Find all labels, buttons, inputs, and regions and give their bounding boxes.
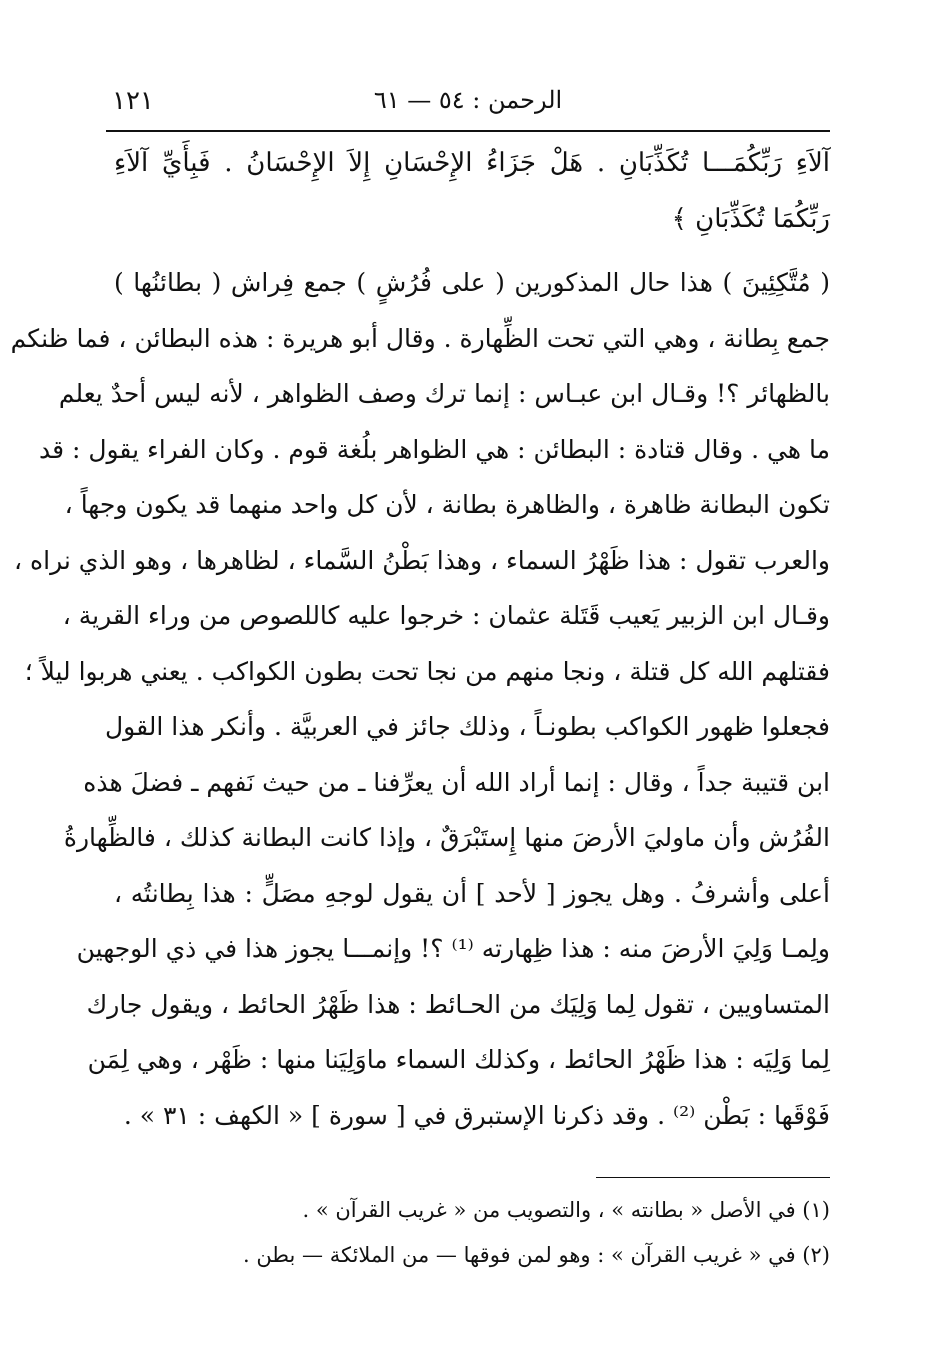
page-header xyxy=(112,86,824,126)
commentary-line: تكون البطانة ظاهرة ، والظاهرة بطانة ، لأن كل واحد منهما قد يكون وجهاً ، xyxy=(64,490,830,519)
commentary-line: جمع بِطانة ، وهي التي تحت الظِّهارة . وقال أبو هريرة : هذه البطائن ، فما ظنكم xyxy=(10,323,830,353)
commentary-line: فَوْقَها : بَطْن ⁽²⁾ . وقد ذكرنا الإستبرق في [ سورة ] « الكهف : ٣١ » . xyxy=(123,1100,830,1130)
footnote-1: (١) في الأصل « بطانته » ، والتصويب من « غريب القرآن » . xyxy=(302,1198,830,1222)
main-text xyxy=(10,136,830,1143)
commentary-line: لِما وَلِيَه : هذا ظَهْرُ الحائط ، وكذلك السماء ماوَلِيَنا منها : ظَهْر ، وهي لِمَن xyxy=(87,1045,830,1074)
footnote-rule xyxy=(596,1177,830,1178)
running-head: الرحمن : ٥٤ — ٦١ xyxy=(373,86,563,114)
commentary-line: المتساويين ، تقول لِما وَلِيَك من الحـائط : هذا ظَهْرُ الحائط ، ويقول جارك xyxy=(86,989,830,1019)
verse-line: آلاَءِ رَبِّكُمَـــا تُكَذِّبَانِ . هَلْ جَزَاءُ الإِحْسَانِ إِلاَ الإِحْسَانُ . فَبِأَيِّ آلاَءِ xyxy=(114,148,830,178)
commentary-line: ( مُتَّكِئِينَ ) هذا حال المذكورين ( على فُرُشٍ ) جمع فِراش ( بطائنُها ) xyxy=(114,268,830,297)
verse-line: رَبِّكُمَا تُكَذِّبَانِ ﴾ xyxy=(671,203,830,234)
commentary-line: ولِمـا وَلِيَ الأرضَ منه : هذا ظِهارته ⁽¹⁾ ؟! وإنمـــا يجوز هذا في ذي الوجهين xyxy=(76,934,830,963)
footnote-2: (٢) في « غريب القرآن » : وهو لمن فوقها — من الملائكة — بطن . xyxy=(242,1243,830,1267)
quran-verse-block xyxy=(114,136,830,247)
commentary-block xyxy=(10,255,830,1143)
header-rule xyxy=(106,130,830,132)
commentary-line: أعلى وأشرفُ . وهل يجوز [ لأحد ] أن يقول لوجهِ مصَلٍّ : هذا بِطانتُه ، xyxy=(114,878,830,908)
footnotes xyxy=(240,1188,830,1278)
commentary-line: الفُرُش وأن ماوليَ الأرضَ منها إِستَبْرَقٌ ، وإذا كانت البطانة كذلك ، فالظِّهارةُ xyxy=(63,823,830,852)
commentary-line: بالظهائر ؟! وقـال ابن عبـاس : إنما ترك وصف الظواهر ، لأنه ليس أحدٌ يعلم xyxy=(58,379,830,408)
commentary-line: وقـال ابن الزبير يَعيب قَتَلة عثمان : خرجوا عليه كاللصوص من وراء القرية ، xyxy=(62,601,830,630)
commentary-line: ابن قتيبة جداً ، وقال : إنما أراد الله أن يعرِّفنا ـ من حيث نَفهم ـ فضلَ هذه xyxy=(83,767,830,797)
commentary-line: ما هي . وقال قتادة : البطائن : هي الظواهر بلُغة قوم . وكان الفراء يقول : قد xyxy=(38,434,830,464)
page-number: ١٢١ xyxy=(112,86,154,116)
commentary-line: والعرب تقول : هذا ظَهْرُ السماء ، وهذا بَطْنُ السَّماء ، لظاهرها ، وهو الذي نراه ، xyxy=(14,545,830,575)
commentary-line: فقتلهم الله كل قتلة ، ونجا منهم من نجا تحت بطون الكواكب . يعني هربوا ليلاً ؛ xyxy=(24,656,830,686)
commentary-line: فجعلوا ظهور الكواكب بطونـاً ، وذلك جائز في العربيَّة . وأنكر هذا القول xyxy=(105,712,830,741)
